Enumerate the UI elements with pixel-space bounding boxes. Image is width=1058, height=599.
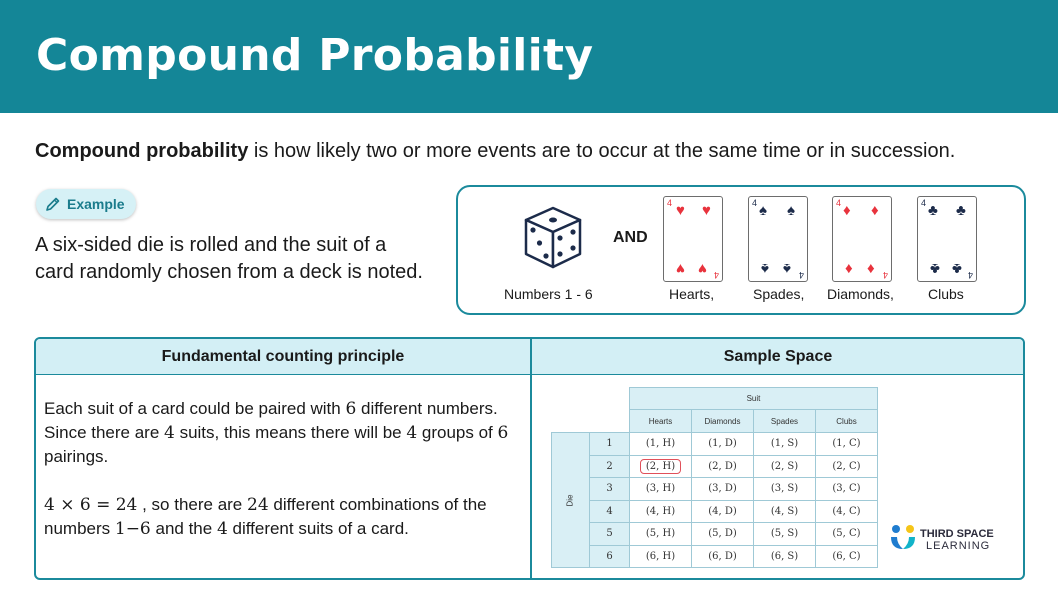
- outcome-cell: (5, H): [630, 523, 692, 546]
- clubs-caption: Clubs: [928, 286, 964, 302]
- sample-space-row: [552, 455, 878, 478]
- diamond-icon: ♦: [871, 202, 879, 219]
- sample-space-row: [552, 523, 878, 546]
- suit-header: Clubs: [816, 410, 878, 433]
- spades-caption: Spades,: [753, 286, 805, 302]
- sample-space-row: [552, 500, 878, 523]
- outcome-cell: (4, H): [630, 500, 692, 523]
- outcome-cell: (5, D): [692, 523, 754, 546]
- fcp-paragraph-1: Each suit of a card could be paired with 6 different numbers. Since there are 4 suits, this means there will be 4 groups of 6 pairings.: [44, 399, 509, 466]
- heart-icon: ♥: [702, 202, 711, 219]
- suit-axis-label: Suit: [630, 388, 878, 410]
- die-value: 1: [590, 433, 630, 456]
- logo-text: THIRD SPACE LEARNING: [920, 528, 994, 552]
- definition-text: [35, 140, 955, 163]
- outcome-cell: (1, C): [816, 433, 878, 456]
- example-question: A six-sided die is rolled and the suit of a card randomly chosen from a deck is noted.: [35, 234, 423, 283]
- outcome-cell: (2, S): [754, 455, 816, 478]
- outcome-cell: (1, H): [630, 433, 692, 456]
- clubs-card: 4 ♣ ♣ ♣ ♣ 4: [917, 196, 977, 282]
- sample-space-row: [552, 545, 878, 568]
- fcp-text: [44, 397, 524, 541]
- diamond-icon: ♦: [843, 202, 851, 219]
- outcome-cell: (1, D): [692, 433, 754, 456]
- and-label: AND: [613, 229, 648, 246]
- outcome-cell: (1, S): [754, 433, 816, 456]
- sample-space-grid: [551, 387, 878, 568]
- spade-icon: ♠: [787, 202, 795, 219]
- die-value: 5: [590, 523, 630, 546]
- club-icon: ♣: [956, 202, 966, 219]
- equation: 4 × 6 = 24: [44, 495, 138, 515]
- highlighted-outcome-cell: (2, H): [630, 455, 692, 478]
- die-value: 6: [590, 545, 630, 568]
- diamond-icon: ♦: [845, 260, 853, 277]
- outcome-cell: (3, H): [630, 478, 692, 501]
- die-icon: [522, 205, 584, 271]
- outcome-cell: (6, C): [816, 545, 878, 568]
- die-value: 2: [590, 455, 630, 478]
- outcome-cell: (6, S): [754, 545, 816, 568]
- suit-header: Diamonds: [692, 410, 754, 433]
- hearts-caption: Hearts,: [669, 286, 715, 302]
- page-title: Compound Probability: [36, 30, 594, 81]
- sample-space-row: [552, 433, 878, 456]
- club-icon: ♣: [928, 202, 938, 219]
- club-icon: ♣: [930, 260, 940, 277]
- fcp-paragraph-2: 4 × 6 = 24 , so there are 24 different combinations of the numbers 1−6 and the 4 different suits of a card.: [44, 495, 487, 539]
- heart-icon: ♥: [698, 260, 707, 277]
- spade-icon: ♠: [759, 202, 767, 219]
- spade-icon: ♠: [783, 260, 791, 277]
- column-divider: [530, 339, 532, 580]
- spades-card: 4 ♠ ♠ ♠ ♠ 4: [748, 196, 808, 282]
- suit-header: Spades: [754, 410, 816, 433]
- third-space-learning-logo: [888, 522, 918, 552]
- diamonds-card: 4 ♦ ♦ ♦ ♦ 4: [832, 196, 892, 282]
- outcome-cell: (2, D): [692, 455, 754, 478]
- spade-icon: ♠: [761, 260, 769, 277]
- example-badge-label: Example: [67, 196, 125, 212]
- die-axis-label: Die: [552, 433, 590, 568]
- outcome-cell: (6, D): [692, 545, 754, 568]
- sample-space-row: [552, 478, 878, 501]
- fcp-header: Fundamental counting principle: [36, 339, 530, 375]
- outcome-cell: (4, S): [754, 500, 816, 523]
- header-banner: [0, 0, 1058, 113]
- pencil-icon: [45, 196, 61, 212]
- die-caption: Numbers 1 - 6: [504, 286, 593, 302]
- die-value: 3: [590, 478, 630, 501]
- outcome-cell: (5, C): [816, 523, 878, 546]
- diamonds-caption: Diamonds,: [827, 286, 894, 302]
- die-value: 4: [590, 500, 630, 523]
- heart-icon: ♥: [676, 260, 685, 277]
- sample-space-header: Sample Space: [531, 339, 1025, 375]
- definition-term: Compound probability: [35, 140, 249, 162]
- heart-icon: ♥: [676, 202, 685, 219]
- outcome-cell: (2, C): [816, 455, 878, 478]
- diamond-icon: ♦: [867, 260, 875, 277]
- hearts-card: 4 ♥ ♥ ♥ ♥ 4: [663, 196, 723, 282]
- definition-body: is how likely two or more events are to occur at the same time or in succession.: [248, 140, 956, 162]
- example-badge: [36, 189, 136, 219]
- suit-header: Hearts: [630, 410, 692, 433]
- club-icon: ♣: [952, 260, 962, 277]
- outcome-cell: (3, D): [692, 478, 754, 501]
- outcome-cell: (6, H): [630, 545, 692, 568]
- outcome-cell: (5, S): [754, 523, 816, 546]
- outcome-cell: (3, C): [816, 478, 878, 501]
- outcome-cell: (3, S): [754, 478, 816, 501]
- outcome-cell: (4, C): [816, 500, 878, 523]
- outcome-cell: (4, D): [692, 500, 754, 523]
